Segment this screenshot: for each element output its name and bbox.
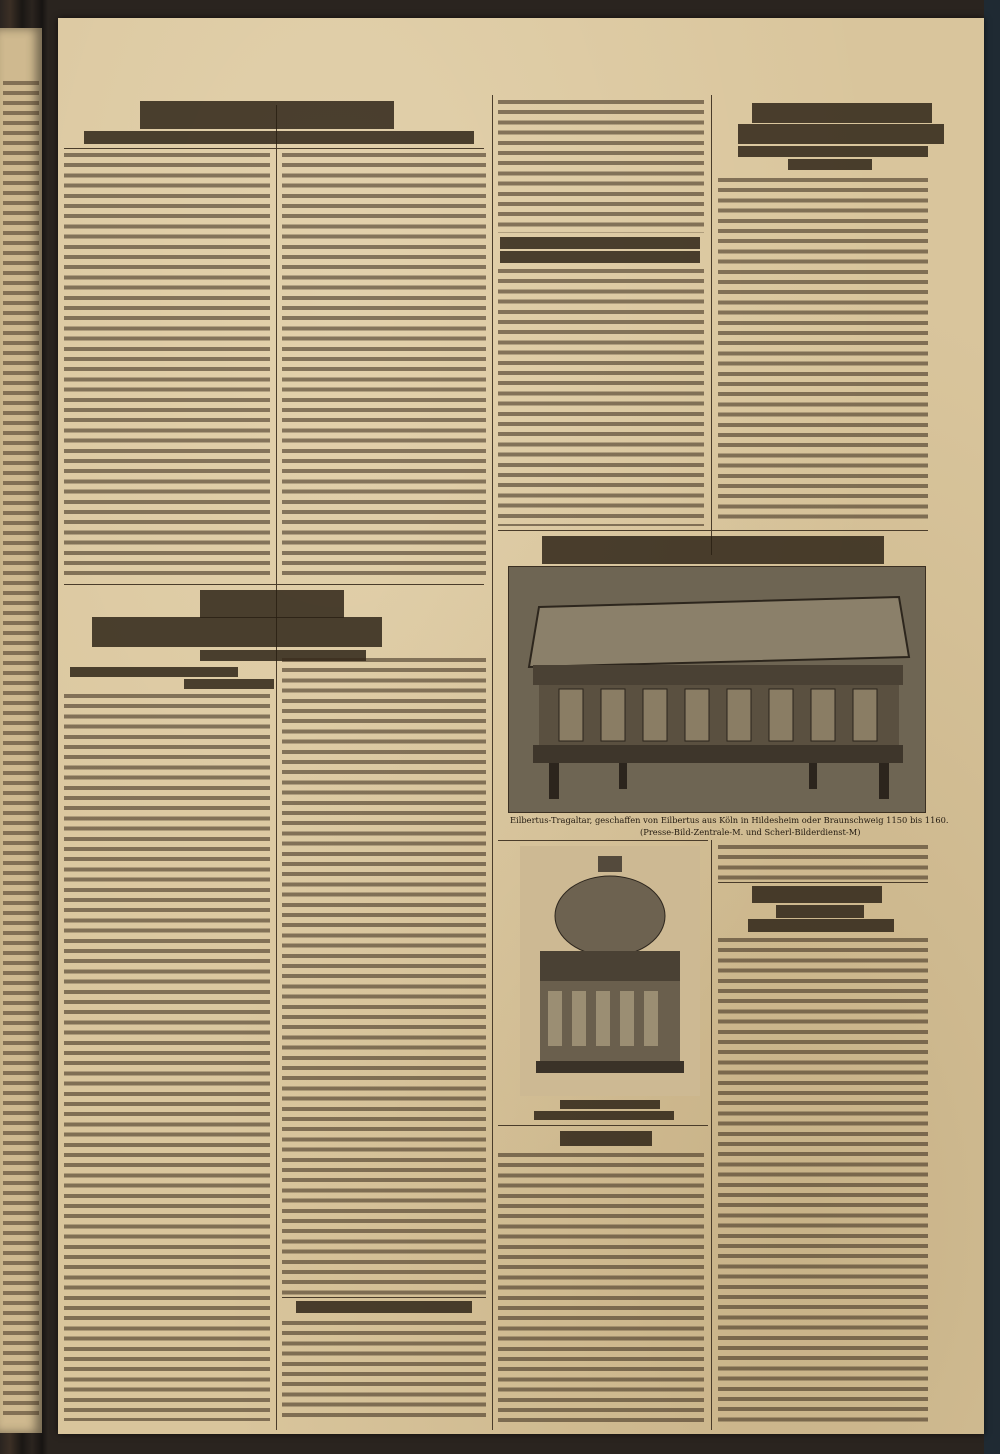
headline-placeholder xyxy=(542,536,884,564)
subheadline-placeholder xyxy=(738,146,928,157)
previous-page-text-lines xyxy=(3,78,39,1418)
section-rule xyxy=(498,840,708,841)
photo-caption: Eilbertus-Tragaltar, geschaffen von Eilbertus aus Köln in Hildesheim oder Braunschweig 1150 bis 1160. xyxy=(510,815,949,825)
subheadline-placeholder xyxy=(776,905,864,918)
dateline-placeholder xyxy=(184,679,274,689)
article-text-lines xyxy=(498,1150,704,1422)
article-text-lines xyxy=(282,150,486,580)
article-text-lines xyxy=(282,655,486,1295)
headline-placeholder xyxy=(752,103,932,123)
reliquary-illustration xyxy=(520,846,700,1096)
column-rule xyxy=(276,105,277,1430)
headline-placeholder xyxy=(500,237,700,249)
subheadline-placeholder xyxy=(748,919,894,932)
headline-placeholder xyxy=(140,101,394,129)
altar-illustration xyxy=(509,567,925,812)
previous-page-edge xyxy=(0,28,42,1433)
column-rule xyxy=(711,95,712,555)
column-rule xyxy=(492,95,493,1430)
section-rule xyxy=(498,530,928,531)
caption-placeholder xyxy=(534,1111,674,1120)
binding-edge xyxy=(984,0,1000,1454)
headline-placeholder xyxy=(500,251,700,263)
section-rule xyxy=(718,882,928,883)
headline-rule xyxy=(64,148,484,149)
caption-placeholder xyxy=(560,1100,660,1109)
section-rule xyxy=(64,584,484,585)
article-text-lines xyxy=(64,691,270,1421)
article-text-lines xyxy=(718,175,928,525)
headline-placeholder xyxy=(200,590,344,618)
article-text-lines xyxy=(282,1318,486,1422)
article-text-lines xyxy=(498,97,704,233)
article-text-lines xyxy=(64,150,270,580)
article-text-lines xyxy=(498,266,704,526)
subheadline-placeholder xyxy=(788,159,872,170)
photo-reliquary xyxy=(520,846,700,1096)
notice-placeholder xyxy=(70,667,238,677)
headline-placeholder xyxy=(738,124,944,144)
photo-portable-altar xyxy=(508,566,926,813)
headline-placeholder xyxy=(296,1301,472,1313)
column-rule xyxy=(711,840,712,1430)
headline-placeholder xyxy=(92,617,382,647)
section-rule xyxy=(282,1297,486,1298)
subheadline-placeholder xyxy=(84,131,474,144)
article-text-lines xyxy=(718,842,928,880)
article-text-lines xyxy=(718,935,928,1422)
headline-placeholder xyxy=(752,886,882,903)
photo-caption-credit: (Presse-Bild-Zentrale-M. und Scherl-Bilderdienst-M) xyxy=(640,827,861,837)
headline-placeholder xyxy=(560,1131,652,1146)
section-rule xyxy=(498,1125,708,1126)
